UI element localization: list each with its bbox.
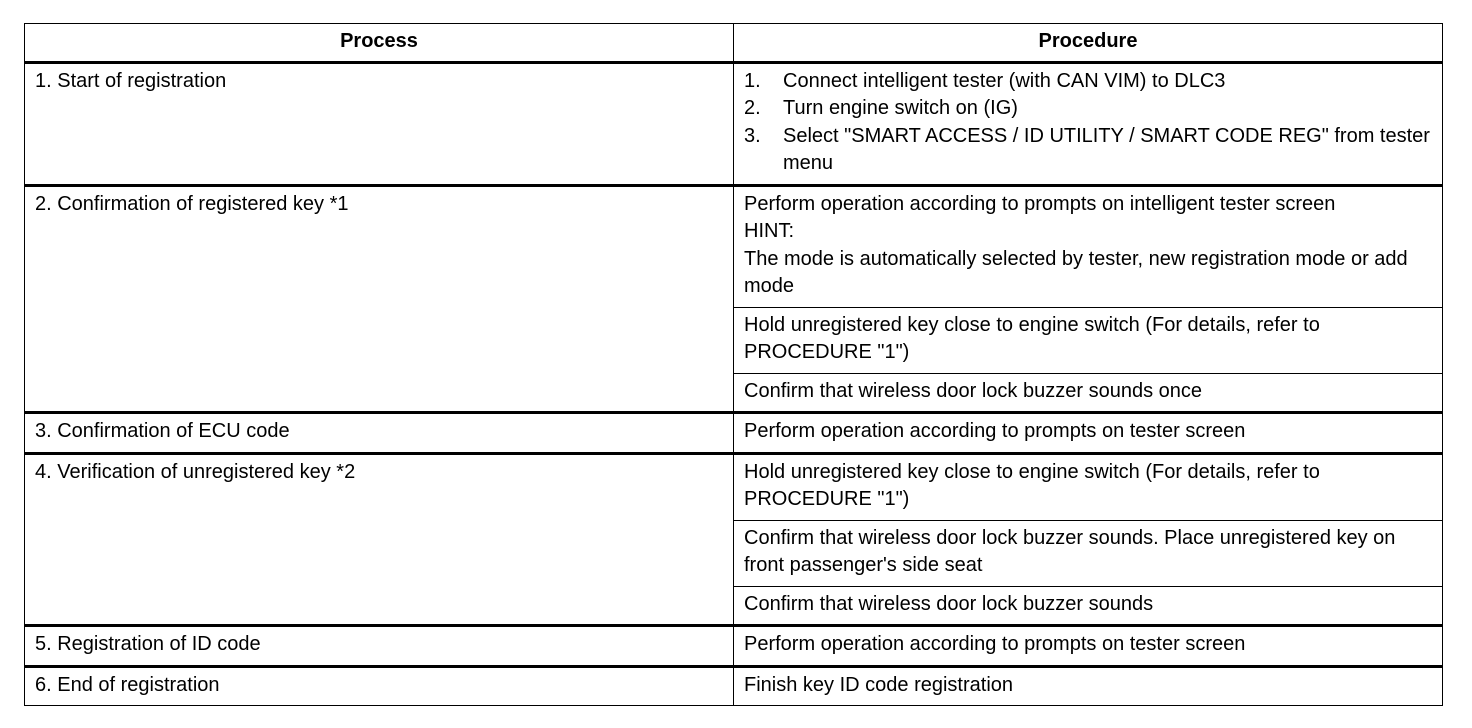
list-item xyxy=(744,123,1434,178)
procedure-cell-1 xyxy=(734,62,1443,185)
step-number: 1. xyxy=(744,69,761,92)
procedure-text: Perform operation according to prompts on intelligent tester screen xyxy=(744,192,1336,215)
step-text: Turn engine switch on (IG) xyxy=(783,97,1018,119)
list-item xyxy=(744,95,1434,123)
procedure-cell-2a xyxy=(734,185,1443,307)
procedure-cell-3: Perform operation according to prompts on tester screen xyxy=(734,413,1443,454)
procedure-step-list xyxy=(744,68,1434,178)
process-cell-1: 1. Start of registration xyxy=(25,62,734,185)
step-number: 2. xyxy=(744,97,761,119)
table-row xyxy=(25,626,1443,667)
procedure-cell-4c: Confirm that wireless door lock buzzer sounds xyxy=(734,586,1443,626)
table-row xyxy=(25,185,1443,307)
table-row xyxy=(25,62,1443,185)
table-row xyxy=(25,666,1443,706)
table-row xyxy=(25,453,1443,520)
procedure-cell-2b: Hold unregistered key close to engine switch (For details, refer to PROCEDURE "1") xyxy=(734,307,1443,373)
procedure-cell-6: Finish key ID code registration xyxy=(734,666,1443,706)
hint-label: HINT: xyxy=(744,220,794,242)
registration-procedure-table xyxy=(24,23,1443,706)
table-row xyxy=(25,413,1443,454)
list-item xyxy=(744,68,1434,96)
process-cell-3: 3. Confirmation of ECU code xyxy=(25,413,734,454)
process-cell-5: 5. Registration of ID code xyxy=(25,626,734,667)
procedure-cell-5: Perform operation according to prompts on tester screen xyxy=(734,626,1443,667)
process-column-header: Process xyxy=(25,24,734,63)
process-cell-2: 2. Confirmation of registered key *1 xyxy=(25,185,734,413)
procedure-cell-2c: Confirm that wireless door lock buzzer sounds once xyxy=(734,373,1443,413)
process-cell-4: 4. Verification of unregistered key *2 xyxy=(25,453,734,626)
step-text: Connect intelligent tester (with CAN VIM) to DLC3 xyxy=(783,69,1226,92)
hint-text: The mode is automatically selected by tester, new registration mode or add mode xyxy=(744,247,1408,297)
step-text: Select "SMART ACCESS / ID UTILITY / SMART CODE REG" from tester menu xyxy=(783,124,1430,174)
procedure-cell-4b: Confirm that wireless door lock buzzer sounds. Place unregistered key on front passenger's side seat xyxy=(734,520,1443,586)
step-number: 3. xyxy=(744,124,761,147)
procedure-cell-4a: Hold unregistered key close to engine switch (For details, refer to PROCEDURE "1") xyxy=(734,453,1443,520)
procedure-column-header: Procedure xyxy=(734,24,1443,63)
table-header-row xyxy=(25,24,1443,63)
process-cell-6: 6. End of registration xyxy=(25,666,734,706)
